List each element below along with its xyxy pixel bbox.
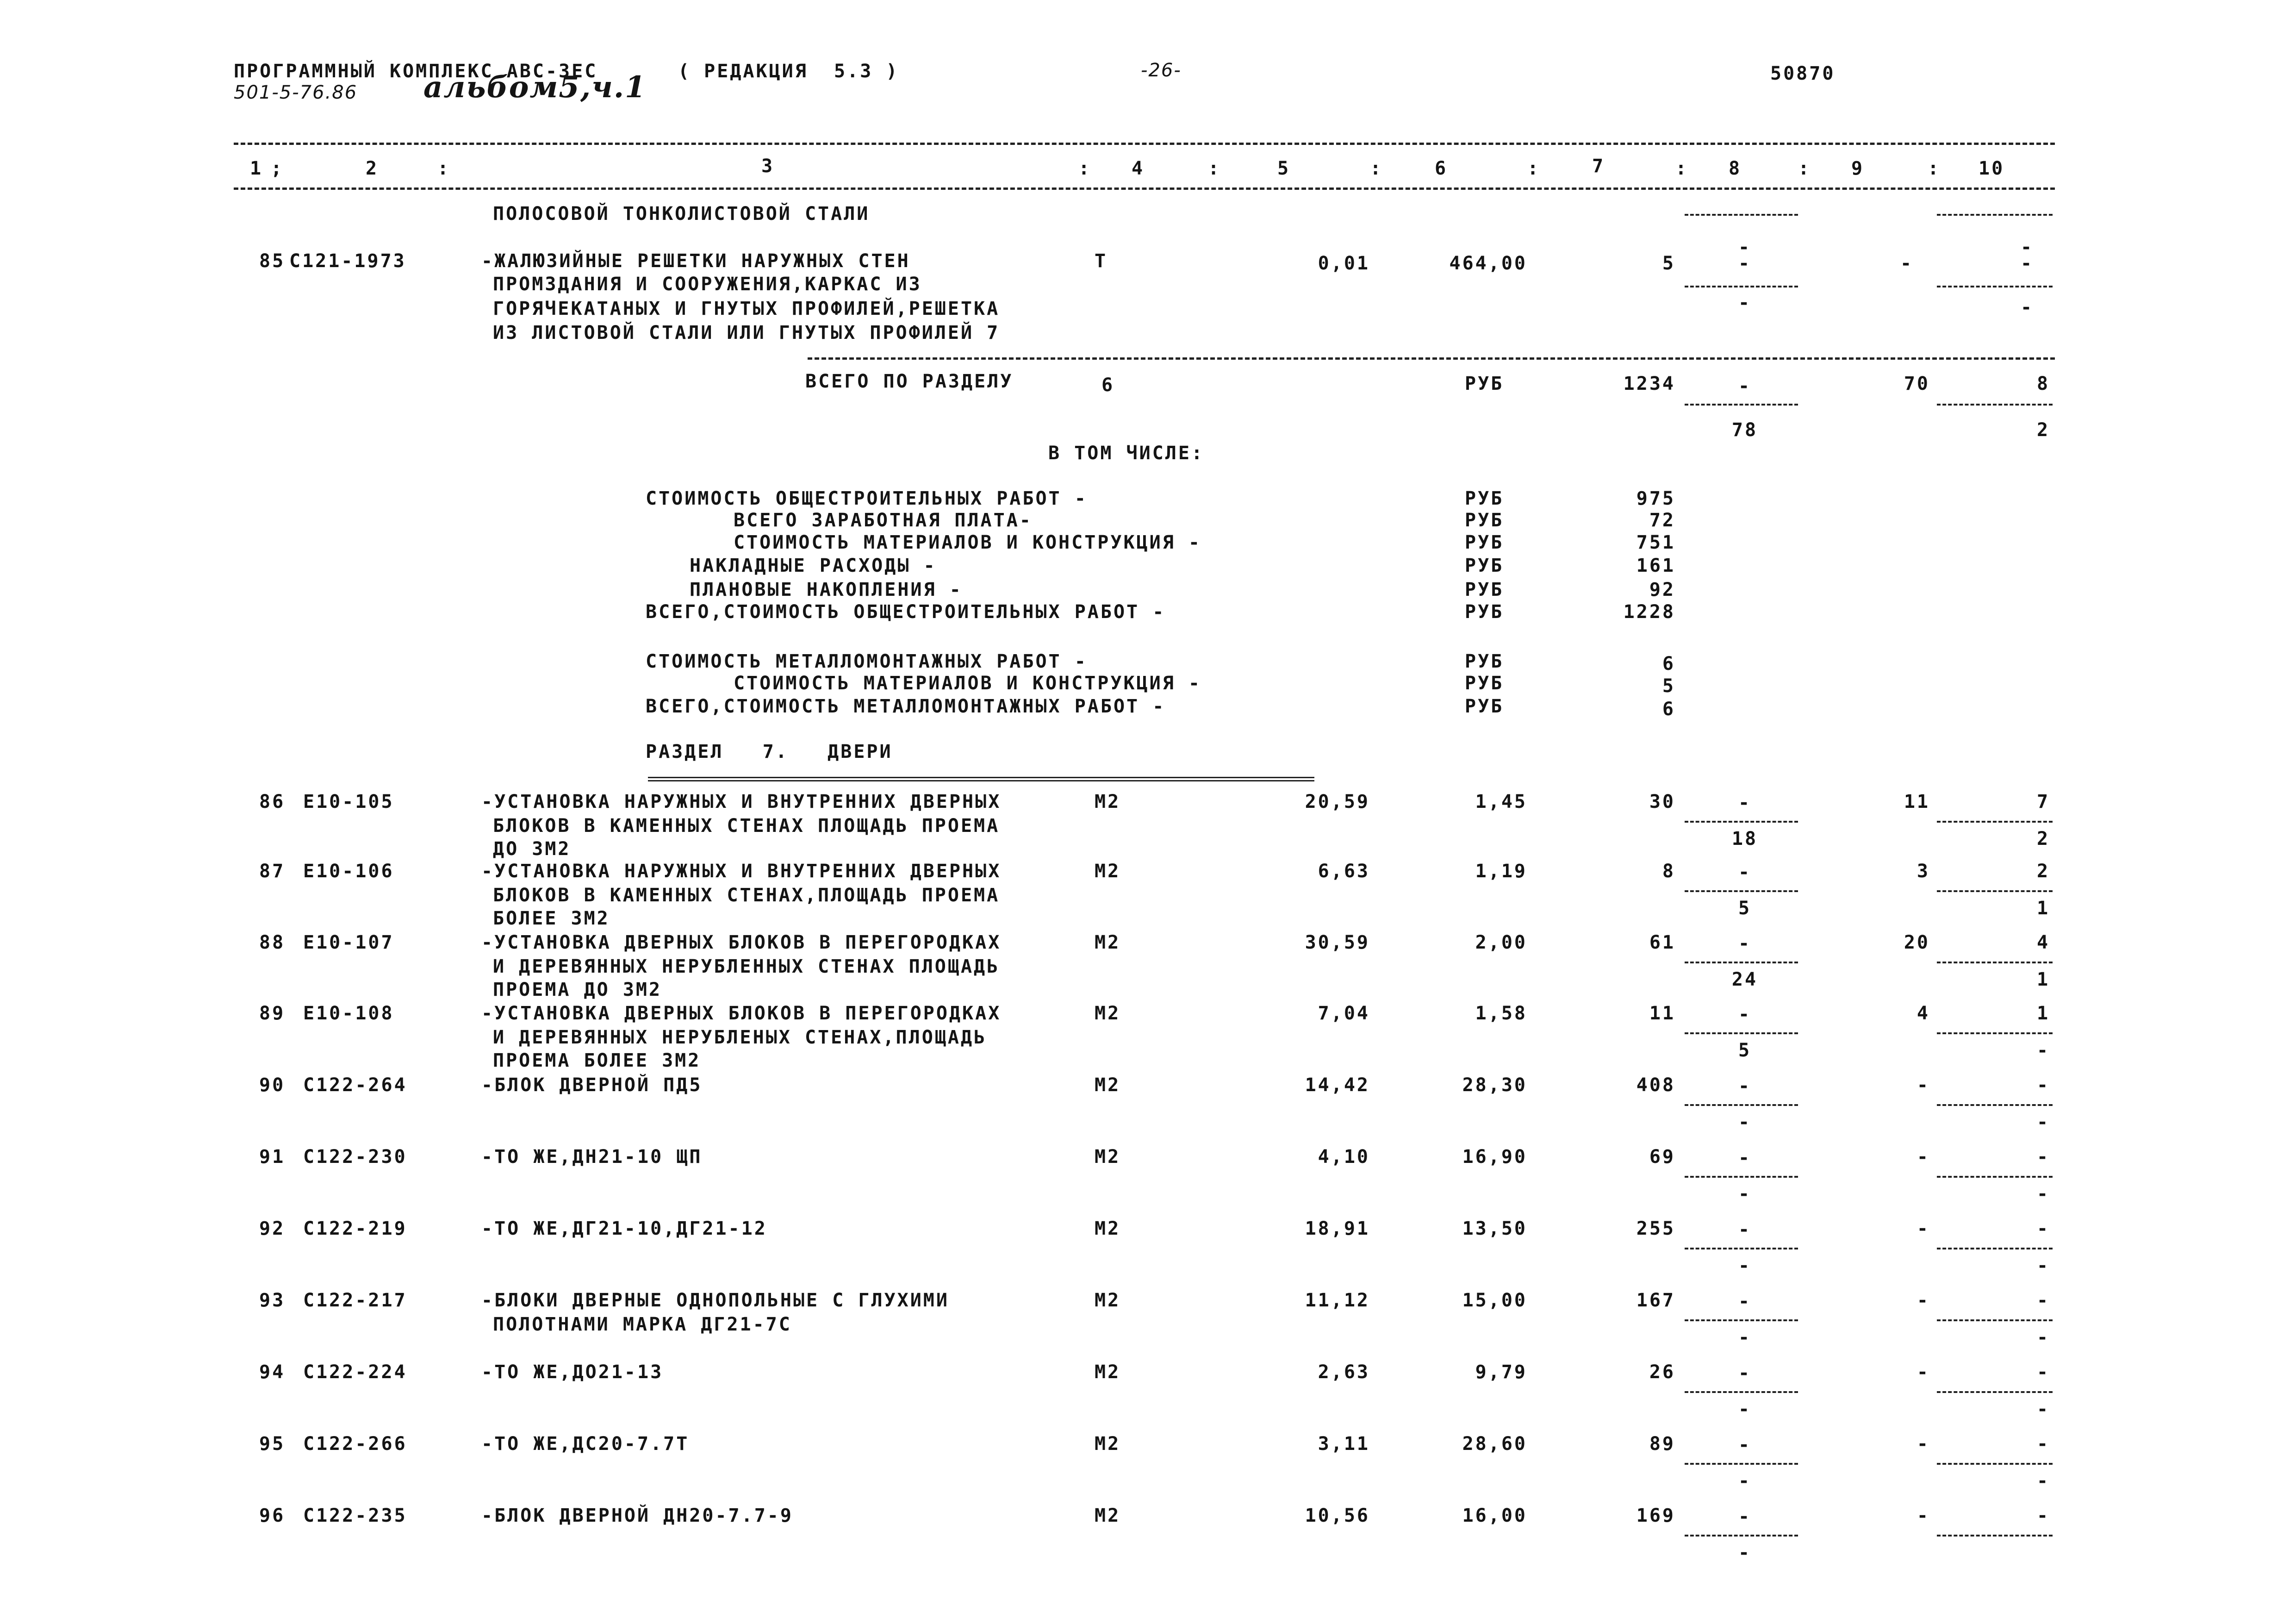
breakdown-value: 92 bbox=[1649, 579, 1675, 600]
breakdown-label: ВСЕГО,СТОИМОСТЬ ОБЩЕСТРОИТЕЛЬНЫХ РАБОТ - bbox=[646, 601, 1166, 623]
cell-rule bbox=[1685, 1248, 1798, 1249]
breakdown-unit: РУБ bbox=[1465, 601, 1504, 623]
item-total: 69 bbox=[1649, 1146, 1675, 1168]
item-col10: - bbox=[2036, 1433, 2050, 1455]
item-col10: - bbox=[2036, 1290, 2050, 1311]
cell-dash: - bbox=[2020, 237, 2034, 258]
item-total: 255 bbox=[1636, 1218, 1675, 1239]
section-total-col8-lower: 78 bbox=[1731, 419, 1758, 441]
cell-rule bbox=[1685, 890, 1798, 892]
item-col8: - bbox=[1738, 1219, 1752, 1240]
item-code: С122-217 bbox=[303, 1290, 407, 1311]
breakdown-value: 72 bbox=[1649, 510, 1675, 531]
item-col9: - bbox=[1916, 1218, 1930, 1239]
cell-rule bbox=[1685, 404, 1798, 406]
item-code: Е10-108 bbox=[303, 1003, 394, 1024]
cell-rule bbox=[1685, 1319, 1798, 1321]
item-description-line: БЛОКОВ В КАМЕННЫХ СТЕНАХ,ПЛОЩАДЬ ПРОЕМА bbox=[493, 885, 1000, 906]
item-description-line: -БЛОКИ ДВЕРНЫЕ ОДНОПОЛЬНЫЕ С ГЛУХИМИ bbox=[481, 1290, 949, 1311]
item-description-line: -УСТАНОВКА НАРУЖНЫХ И ВНУТРЕННИХ ДВЕРНЫХ bbox=[481, 861, 1002, 882]
section-total-rule bbox=[808, 357, 2055, 360]
item-unit-price: 1,58 bbox=[1475, 1003, 1527, 1024]
breakdown-label: ПЛАНОВЫЕ НАКОПЛЕНИЯ - bbox=[690, 579, 963, 600]
breakdown-value: 5 bbox=[1662, 675, 1675, 697]
breakdown-value: 161 bbox=[1636, 555, 1675, 576]
item-quantity: 3,11 bbox=[1318, 1433, 1370, 1455]
breakdown-value: 1228 bbox=[1623, 601, 1675, 623]
breakdown-value: 751 bbox=[1636, 532, 1675, 553]
item-quantity: 11,12 bbox=[1305, 1290, 1370, 1311]
item-col9: 11 bbox=[1904, 791, 1930, 812]
item-number: 92 bbox=[259, 1218, 286, 1239]
cell-rule bbox=[1685, 1535, 1798, 1537]
item-col10-lower: - bbox=[2036, 1112, 2050, 1133]
item-col10-lower: - bbox=[2036, 1183, 2050, 1205]
item-quantity: 2,63 bbox=[1318, 1362, 1370, 1383]
item-col8-lower: - bbox=[1738, 292, 1752, 313]
handwritten-reference: 501-5-76.86 bbox=[234, 82, 358, 103]
breakdown-value: 6 bbox=[1662, 653, 1675, 675]
item-unit-price: 1,19 bbox=[1475, 861, 1527, 882]
item-unit-price: 15,00 bbox=[1462, 1290, 1527, 1311]
item-unit: М2 bbox=[1095, 1218, 1121, 1239]
breakdown-heading: В ТОМ ЧИСЛЕ: bbox=[1048, 443, 1204, 464]
item-code: С122-266 bbox=[303, 1433, 407, 1455]
item-col10-lower: 1 bbox=[2036, 898, 2050, 919]
col-header-8: 8 bbox=[1729, 158, 1742, 179]
item-col8: - bbox=[1738, 1075, 1752, 1097]
item-number: 87 bbox=[259, 861, 286, 882]
item-code: Е10-106 bbox=[303, 861, 394, 882]
item-col9: 3 bbox=[1916, 861, 1930, 882]
col-header-6: 6 bbox=[1435, 158, 1448, 179]
item-col8-lower: 18 bbox=[1731, 828, 1758, 849]
item-col9: - bbox=[1916, 1290, 1930, 1311]
cell-rule bbox=[1937, 1248, 2053, 1249]
col-sep: : bbox=[1208, 158, 1221, 179]
item-total: 11 bbox=[1649, 1003, 1675, 1024]
item-unit: М2 bbox=[1095, 932, 1121, 953]
item-col9: 20 bbox=[1904, 932, 1930, 953]
item-col8-lower: - bbox=[1738, 1542, 1752, 1563]
item-quantity: 4,10 bbox=[1318, 1146, 1370, 1168]
item-code: С122-219 bbox=[303, 1218, 407, 1239]
cell-rule bbox=[1685, 1391, 1798, 1393]
item-quantity: 20,59 bbox=[1305, 791, 1370, 812]
cell-rule bbox=[1937, 821, 2053, 823]
item-number: 88 bbox=[259, 932, 286, 953]
breakdown-unit: РУБ bbox=[1465, 673, 1504, 694]
breakdown-label: НАКЛАДНЫЕ РАСХОДЫ - bbox=[690, 555, 937, 576]
item-col9: - bbox=[1916, 1362, 1930, 1383]
cell-rule bbox=[1937, 214, 2053, 216]
breakdown-value: 975 bbox=[1636, 488, 1675, 509]
item-col10-lower: - bbox=[2036, 1255, 2050, 1276]
item-unit-price: 2,00 bbox=[1475, 932, 1527, 953]
cell-rule bbox=[1937, 1463, 2053, 1465]
item-code: Е10-105 bbox=[303, 791, 394, 812]
item-unit-price: 16,90 bbox=[1462, 1146, 1527, 1168]
col-header-4: 4 bbox=[1132, 158, 1145, 179]
item-description-line: ПРОМЗДАНИЯ И СООРУЖЕНИЯ,КАРКАС ИЗ bbox=[493, 274, 922, 295]
item-unit-price: 9,79 bbox=[1475, 1362, 1527, 1383]
item-unit-price: 13,50 bbox=[1462, 1218, 1527, 1239]
item-code: Е10-107 bbox=[303, 932, 394, 953]
item-code: С122-230 bbox=[303, 1146, 407, 1168]
col-header-7: 7 bbox=[1592, 156, 1605, 177]
item-code: С121-1973 bbox=[289, 250, 406, 272]
item-total: 5 bbox=[1662, 253, 1675, 274]
breakdown-unit: РУБ bbox=[1465, 532, 1504, 553]
item-description-line: -ЖАЛЮЗИЙНЫЕ РЕШЕТКИ НАРУЖНЫХ СТЕН bbox=[481, 250, 910, 272]
cell-rule bbox=[1937, 1032, 2053, 1034]
item-unit: М2 bbox=[1095, 1505, 1121, 1526]
item-number: 89 bbox=[259, 1003, 286, 1024]
cell-rule bbox=[1685, 1176, 1798, 1178]
breakdown-unit: РУБ bbox=[1465, 651, 1504, 672]
item-description-line: -УСТАНОВКА НАРУЖНЫХ И ВНУТРЕННИХ ДВЕРНЫХ bbox=[481, 791, 1002, 812]
item-col10-lower: 2 bbox=[2036, 828, 2050, 849]
item-col10: 1 bbox=[2036, 1003, 2050, 1024]
item-description-line: -БЛОК ДВЕРНОЙ ДН20-7.7-9 bbox=[481, 1505, 793, 1526]
cell-rule bbox=[1937, 1535, 2053, 1537]
section-total-col10-lower: 2 bbox=[2036, 419, 2050, 441]
program-title: ПРОГРАММНЫЙ КОМПЛЕКС АВС-3ЕС bbox=[234, 61, 598, 82]
continuation-text: ПОЛОСОВОЙ ТОНКОЛИСТОВОЙ СТАЛИ bbox=[493, 203, 870, 225]
handwritten-album: альбом5,ч.1 bbox=[423, 70, 647, 105]
item-col10: - bbox=[2036, 1146, 2050, 1168]
cell-rule bbox=[1937, 404, 2053, 406]
edition-label: ( РЕДАКЦИЯ 5.3 ) bbox=[678, 61, 899, 82]
item-col8-lower: - bbox=[1738, 1399, 1752, 1420]
item-col10: - bbox=[2020, 253, 2034, 274]
item-description-line: И ДЕРЕВЯННЫХ НЕРУБЛЕННЫХ СТЕНАХ ПЛОЩАДЬ bbox=[493, 956, 1000, 977]
item-unit: М2 bbox=[1095, 1362, 1121, 1383]
item-description-line: ПОЛОТНАМИ МАРКА ДГ21-7С bbox=[493, 1314, 792, 1335]
item-quantity: 14,42 bbox=[1305, 1074, 1370, 1096]
item-description-line: -ТО ЖЕ,ДГ21-10,ДГ21-12 bbox=[481, 1218, 767, 1239]
item-col10: 4 bbox=[2036, 932, 2050, 953]
breakdown-value: 6 bbox=[1662, 699, 1675, 720]
cell-rule bbox=[1937, 962, 2053, 963]
item-description-line: ДО 3М2 bbox=[493, 838, 571, 860]
item-total: 408 bbox=[1636, 1074, 1675, 1096]
item-col9: - bbox=[1916, 1146, 1930, 1168]
item-description-line: БОЛЕЕ 3М2 bbox=[493, 908, 610, 929]
breakdown-unit: РУБ bbox=[1465, 579, 1504, 600]
col-header-3: 3 bbox=[761, 156, 775, 177]
item-unit: М2 bbox=[1095, 1003, 1121, 1024]
section-total-col8: - bbox=[1738, 375, 1752, 397]
cell-rule bbox=[1685, 1032, 1798, 1034]
cell-rule bbox=[1937, 1319, 2053, 1321]
item-col10-lower: - bbox=[2036, 1040, 2050, 1061]
item-col8-lower: - bbox=[1738, 1255, 1752, 1276]
cell-rule bbox=[1685, 286, 1798, 287]
item-total: 30 bbox=[1649, 791, 1675, 812]
col-sep: : bbox=[1675, 158, 1689, 179]
item-unit-price: 464,00 bbox=[1449, 253, 1527, 274]
item-quantity: 6,63 bbox=[1318, 861, 1370, 882]
item-number: 96 bbox=[259, 1505, 286, 1526]
breakdown-unit: РУБ bbox=[1465, 488, 1504, 509]
item-col10-lower: - bbox=[2036, 1399, 2050, 1420]
item-col10-lower: - bbox=[2036, 1327, 2050, 1348]
item-unit: М2 bbox=[1095, 1433, 1121, 1455]
item-description-line: -ТО ЖЕ,ДН21-10 ЩП bbox=[481, 1146, 703, 1168]
breakdown-label: ВСЕГО ЗАРАБОТНАЯ ПЛАТА- bbox=[734, 510, 1033, 531]
item-col9: - bbox=[1916, 1433, 1930, 1455]
document-code: 50870 bbox=[1770, 63, 1836, 84]
item-total: 61 bbox=[1649, 932, 1675, 953]
col-sep: : bbox=[1527, 158, 1541, 179]
cell-rule bbox=[1937, 1104, 2053, 1106]
item-col10: - bbox=[2036, 1074, 2050, 1096]
cell-rule bbox=[1685, 1463, 1798, 1465]
item-col8-lower: 5 bbox=[1738, 1040, 1752, 1061]
item-col8: - bbox=[1738, 792, 1752, 813]
item-unit: Т bbox=[1095, 250, 1108, 272]
item-col9: - bbox=[1916, 1074, 1930, 1096]
item-number: 85 bbox=[259, 250, 286, 272]
breakdown-label: СТОИМОСТЬ ОБЩЕСТРОИТЕЛЬНЫХ РАБОТ - bbox=[646, 488, 1088, 509]
item-description-line: ПРОЕМА БОЛЕЕ 3М2 bbox=[493, 1050, 701, 1071]
item-code: С122-224 bbox=[303, 1362, 407, 1383]
cell-rule bbox=[1685, 821, 1798, 823]
item-col8-lower: - bbox=[1738, 1327, 1752, 1348]
breakdown-unit: РУБ bbox=[1465, 696, 1504, 717]
item-col8: - bbox=[1738, 1506, 1752, 1527]
item-unit: М2 bbox=[1095, 791, 1121, 812]
item-col8: - bbox=[1738, 1362, 1752, 1384]
item-total: 26 bbox=[1649, 1362, 1675, 1383]
breakdown-unit: РУБ bbox=[1465, 555, 1504, 576]
item-unit: М2 bbox=[1095, 1074, 1121, 1096]
breakdown-label: СТОИМОСТЬ МЕТАЛЛОМОНТАЖНЫХ РАБОТ - bbox=[646, 651, 1088, 672]
item-number: 86 bbox=[259, 791, 286, 812]
cell-rule bbox=[1937, 286, 2053, 287]
item-unit-price: 1,45 bbox=[1475, 791, 1527, 812]
item-number: 91 bbox=[259, 1146, 286, 1168]
cell-rule bbox=[1937, 1176, 2053, 1178]
item-quantity: 0,01 bbox=[1318, 253, 1370, 274]
cell-rule bbox=[1937, 890, 2053, 892]
item-col8: - bbox=[1738, 253, 1752, 274]
breakdown-label: СТОИМОСТЬ МАТЕРИАЛОВ И КОНСТРУКЦИЯ - bbox=[734, 532, 1201, 553]
item-col8: - bbox=[1738, 1291, 1752, 1312]
item-col8-lower: - bbox=[1738, 1112, 1752, 1133]
item-description-line: -УСТАНОВКА ДВЕРНЫХ БЛОКОВ В ПЕРЕГОРОДКАХ bbox=[481, 1003, 1002, 1024]
section-total-unit: РУБ bbox=[1465, 373, 1504, 394]
item-description-line: ИЗ ЛИСТОВОЙ СТАЛИ ИЛИ ГНУТЫХ ПРОФИЛЕЙ 7 bbox=[493, 322, 1000, 344]
item-col8-lower: 5 bbox=[1738, 898, 1752, 919]
item-unit: М2 bbox=[1095, 1290, 1121, 1311]
item-number: 95 bbox=[259, 1433, 286, 1455]
item-total: 89 bbox=[1649, 1433, 1675, 1455]
item-col8: - bbox=[1738, 933, 1752, 954]
col-sep: ; bbox=[271, 158, 284, 179]
item-col9: 4 bbox=[1916, 1003, 1930, 1024]
col-header-10: 10 bbox=[1979, 158, 2005, 179]
item-quantity: 30,59 bbox=[1305, 932, 1370, 953]
item-description-line: -ТО ЖЕ,ДО21-13 bbox=[481, 1362, 664, 1383]
item-description-line: -УСТАНОВКА ДВЕРНЫХ БЛОКОВ В ПЕРЕГОРОДКАХ bbox=[481, 932, 1002, 953]
item-description-line: -БЛОК ДВЕРНОЙ ПД5 bbox=[481, 1074, 703, 1096]
item-col8: - bbox=[1738, 1434, 1752, 1455]
col-sep: : bbox=[437, 158, 451, 179]
cell-dash: - bbox=[1738, 237, 1752, 258]
item-col10: - bbox=[2036, 1218, 2050, 1239]
item-col9: - bbox=[1900, 253, 1914, 274]
item-code: С122-264 bbox=[303, 1074, 407, 1096]
col-header-1: 1 bbox=[250, 158, 263, 179]
item-unit: М2 bbox=[1095, 1146, 1121, 1168]
section-title-underline bbox=[648, 777, 1314, 781]
col-sep: : bbox=[1928, 158, 1941, 179]
item-total: 169 bbox=[1636, 1505, 1675, 1526]
col-sep: : bbox=[1078, 158, 1092, 179]
item-col8: - bbox=[1738, 862, 1752, 883]
section-total-label: ВСЕГО ПО РАЗДЕЛУ bbox=[805, 371, 1014, 392]
item-col10: 2 bbox=[2036, 861, 2050, 882]
item-col10-lower: 1 bbox=[2036, 969, 2050, 990]
item-description-line: БЛОКОВ В КАМЕННЫХ СТЕНАХ ПЛОЩАДЬ ПРОЕМА bbox=[493, 815, 1000, 837]
section-total-col10: 8 bbox=[2036, 373, 2050, 394]
table-top-rule bbox=[234, 143, 2055, 145]
item-quantity: 7,04 bbox=[1318, 1003, 1370, 1024]
item-unit-price: 28,30 bbox=[1462, 1074, 1527, 1096]
breakdown-label: ВСЕГО,СТОИМОСТЬ МЕТАЛЛОМОНТАЖНЫХ РАБОТ - bbox=[646, 696, 1166, 717]
cell-rule bbox=[1685, 962, 1798, 963]
item-unit-price: 28,60 bbox=[1462, 1433, 1527, 1455]
item-number: 93 bbox=[259, 1290, 286, 1311]
item-col10-lower: - bbox=[2036, 1470, 2050, 1492]
item-quantity: 10,56 bbox=[1305, 1505, 1370, 1526]
col-sep: : bbox=[1798, 158, 1811, 179]
table-header-rule bbox=[234, 187, 2055, 190]
item-col8-lower: - bbox=[1738, 1470, 1752, 1492]
item-col8-lower: 24 bbox=[1731, 969, 1758, 990]
breakdown-unit: РУБ bbox=[1465, 510, 1504, 531]
item-col10-lower: - bbox=[2020, 297, 2034, 318]
cell-rule bbox=[1685, 1104, 1798, 1106]
item-description-line: ГОРЯЧЕКАТАНЫХ И ГНУТЫХ ПРОФИЛЕЙ,РЕШЕТКА bbox=[493, 298, 1000, 319]
item-number: 90 bbox=[259, 1074, 286, 1096]
item-total: 167 bbox=[1636, 1290, 1675, 1311]
item-col10: - bbox=[2036, 1362, 2050, 1383]
breakdown-label: СТОИМОСТЬ МАТЕРИАЛОВ И КОНСТРУКЦИЯ - bbox=[734, 673, 1201, 694]
cell-rule bbox=[1685, 214, 1798, 216]
col-header-5: 5 bbox=[1277, 158, 1291, 179]
cell-rule bbox=[1937, 1391, 2053, 1393]
col-header-2: 2 bbox=[366, 158, 379, 179]
item-quantity: 18,91 bbox=[1305, 1218, 1370, 1239]
item-unit: М2 bbox=[1095, 861, 1121, 882]
col-header-9: 9 bbox=[1851, 158, 1865, 179]
section-title: РАЗДЕЛ 7. ДВЕРИ bbox=[646, 741, 893, 762]
col-sep: : bbox=[1370, 158, 1383, 179]
item-description-line: -ТО ЖЕ,ДС20-7.7Т bbox=[481, 1433, 690, 1455]
item-col8: - bbox=[1738, 1004, 1752, 1025]
page-number: -26- bbox=[1141, 60, 1182, 81]
item-col10: - bbox=[2036, 1505, 2050, 1526]
item-col10: 7 bbox=[2036, 791, 2050, 812]
section-total-number: 6 bbox=[1101, 375, 1115, 396]
item-col8-lower: - bbox=[1738, 1183, 1752, 1205]
item-code: С122-235 bbox=[303, 1505, 407, 1526]
item-number: 94 bbox=[259, 1362, 286, 1383]
item-description-line: ПРОЕМА ДО 3М2 bbox=[493, 979, 662, 1000]
item-unit-price: 16,00 bbox=[1462, 1505, 1527, 1526]
item-col9: - bbox=[1916, 1505, 1930, 1526]
section-total-col9: 70 bbox=[1904, 373, 1930, 394]
item-col8: - bbox=[1738, 1147, 1752, 1168]
item-total: 8 bbox=[1662, 861, 1675, 882]
item-description-line: И ДЕРЕВЯННЫХ НЕРУБЛЕНЫХ СТЕНАХ,ПЛОЩАДЬ bbox=[493, 1027, 987, 1048]
section-total-value: 1234 bbox=[1623, 373, 1675, 394]
